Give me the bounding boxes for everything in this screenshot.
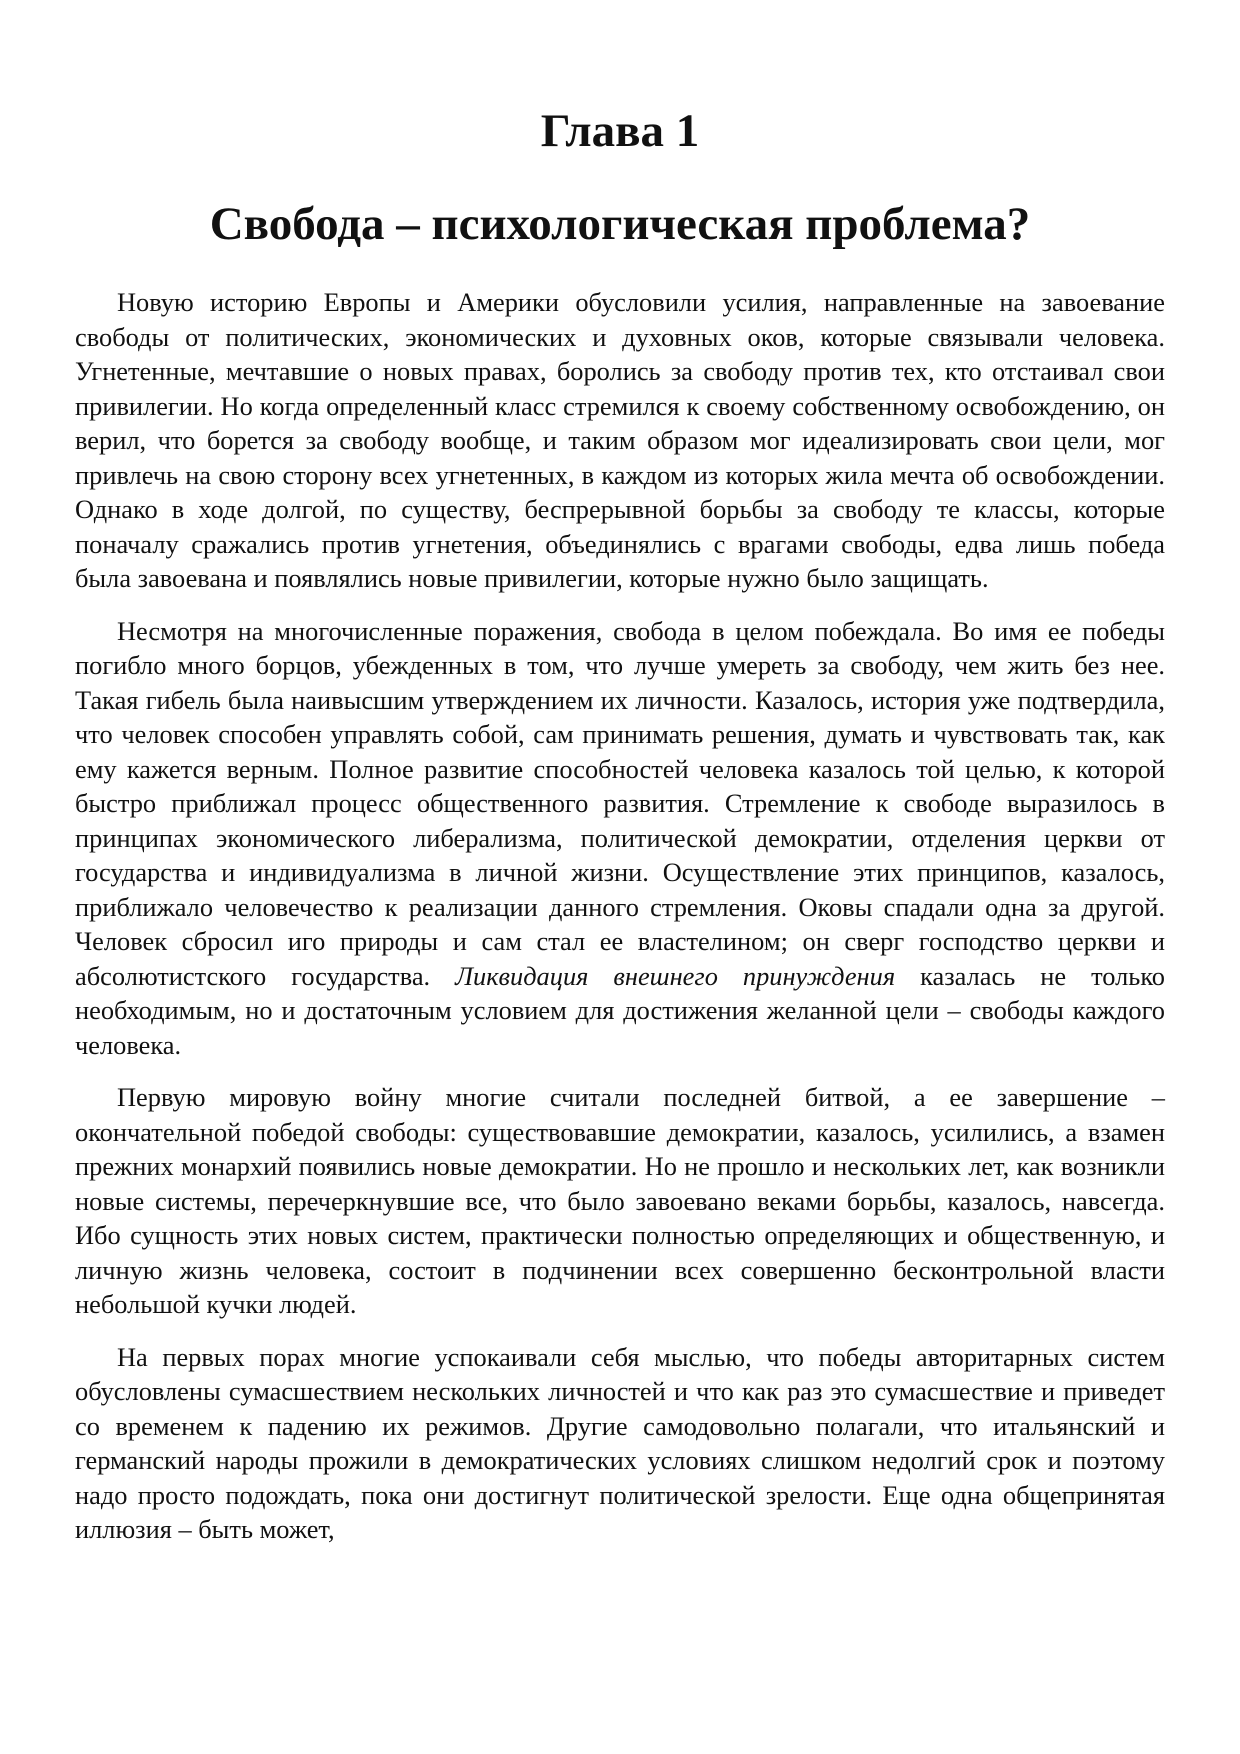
body-text	[75, 285, 1165, 1565]
paragraph-1: Новую историю Европы и Америки обусловили усилия, направленные на завоевание свободы от политических, экономических и духовных оков, которые связывали человека. Угнетенные, мечтавшие о новых правах, боролись за свободу против тех, кто отстаивал свои привилегии. Но когда определенный класс стремился к своему собственному освобождению, он верил, что борется за свободу вообще, и таким образом мог идеализировать свои цели, мог привлечь на свою сторону всех угнетенных, в каждом из которых жила мечта об освобождении. Однако в ходе долгой, по существу, беспрерывной борьбы за свободу те классы, которые поначалу сражались против угнетения, объединялись с врагами свободы, едва лишь победа была завоевана и появлялись новые привилегии, которые нужно было защищать.	[75, 287, 1165, 593]
paragraph-2	[75, 614, 1165, 1063]
paragraph-2-text-after: казалась не только необходимым, но и достаточным условием для достижения желанной цели – свободы каждого человека.	[75, 960, 1165, 1060]
paragraph-2-emphasis: Ликвидация внешнего принуждения	[455, 960, 896, 991]
chapter-number: Глава 1	[540, 105, 700, 157]
paragraph-4: На первых порах многие успокаивали себя мыслью, что победы авторитарных систем обусловлены сумасшествием нескольких личностей и что как раз это сумасшествие и приведет со временем к падению их режимов. Другие самодовольно полагали, что итальянский и германский народы прожили в демократических условиях слишком недолгий срок и поэтому надо просто подождать, пока они достигнут политической зрелости. Еще одна общепринятая иллюзия – быть может,	[75, 1341, 1165, 1544]
paragraph-2-text-before: Несмотря на многочисленные поражения, свобода в целом побеждала. Во имя ее победы погибло много борцов, убежденных в том, что лучше умереть за свободу, чем жить без нее. Такая гибель была наивысшим утверждением их личности. Казалось, история уже подтвердила, что человек способен управлять собой, сам принимать решения, думать и чувствовать так, как ему кажется верным. Полное развитие способностей человека казалось той целью, к которой быстро приближал процесс общественного развития. Стремление к свободе выразилось в принципах экономического либерализма, политической демократии, отделения церкви от государства и индивидуализма в личной жизни. Осуществление этих принципов, казалось, приближало человечество к реализации данного стремления. Оковы спадали одна за другой. Человек сбросил иго природы и сам стал ее властелином; он сверг господство церкви и абсолютистского государства.	[75, 615, 1165, 991]
chapter-title: Свобода – психологическая проблема?	[209, 198, 1031, 250]
paragraph-3: Первую мировую войну многие считали последней битвой, а ее завершение – окончательной победой свободы: существовавшие демократии, казалось, усилились, а взамен прежних монархий появились новые демократии. Но не прошло и нескольких лет, как возникли новые системы, перечеркнувшие все, что было завоевано веками борьбы, казалось, навсегда. Ибо сущность этих новых систем, практически полностью определяющих и общественную, и личную жизнь человека, состоит в подчинении всех совершенно бесконтрольной власти небольшой кучки людей.	[75, 1082, 1165, 1319]
